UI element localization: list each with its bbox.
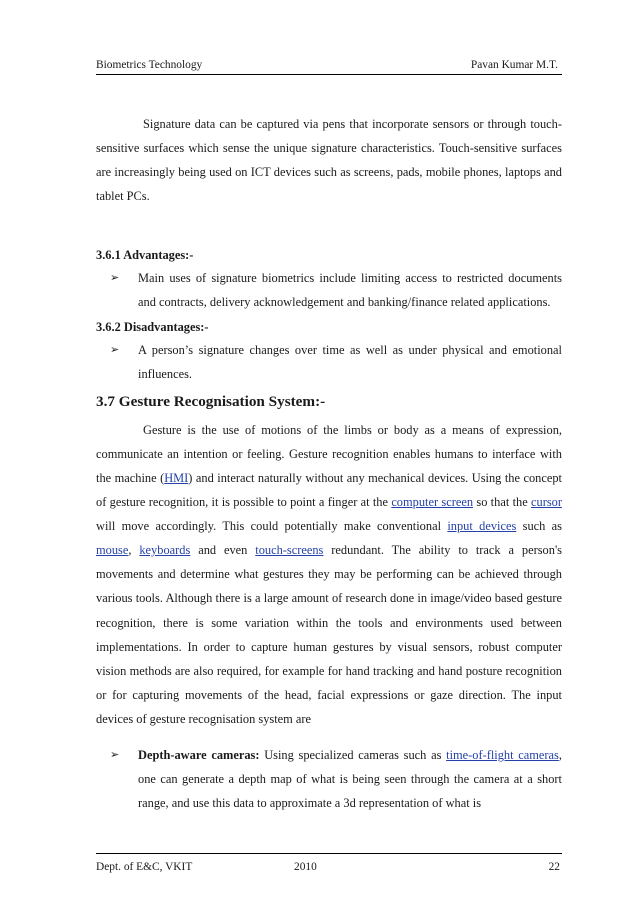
- arrow-bullet-icon: ➢: [110, 748, 120, 761]
- page-footer: [96, 853, 562, 873]
- gesture-paragraph: Gesture is the use of motions of the limbs or body as a means of expression, communicate an intention or feeling. Gesture recognition enables humans to interface with the machine (HMI) and interact naturally without any mechanical devices. Using the concept of gesture recognition, it is possible to point a finger at the computer screen so that the cursor will move accordingly. This could potentially make conventional input devices such as mouse, keyboards and even touch-screens redundant. The ability to track a person's movements and determine what gestures they may be performing can be achieved through various tools. Although there is a large amount of research done in image/video based gesture recognition, there is some variation within the tools and environments used between implementations. In order to capture human gestures by visual sensors, robust computer vision methods are also required, for example for hand tracking and hand posture recognition or for capturing movements of the head, facial expressions or gaze direction. The input devices of gesture recognisation system are: [96, 422, 562, 726]
- header-title: Biometrics Technology: [96, 59, 203, 71]
- advantages-text: Main uses of signature biometrics include limiting access to restricted documents and contracts, delivery acknowledgement and banking/finance related applications.: [138, 271, 562, 310]
- link-mouse[interactable]: mouse: [96, 543, 129, 558]
- link-touch-screens[interactable]: touch-screens: [255, 543, 324, 558]
- disadvantages-heading: 3.6.2 Disadvantages:-: [96, 319, 209, 334]
- disadvantages-text: A person’s signature changes over time as well as under physical and emotional influences.: [138, 342, 562, 381]
- arrow-bullet-icon: ➢: [110, 343, 120, 356]
- arrow-bullet-icon: ➢: [110, 272, 120, 285]
- disadvantages-list-item: [96, 338, 562, 386]
- depth-camera-label: Depth-aware cameras:: [138, 747, 260, 762]
- header-author: Pavan Kumar M.T.: [470, 59, 558, 71]
- link-input-devices[interactable]: input devices: [447, 519, 517, 534]
- gesture-heading: 3.7 Gesture Recognisation System:-: [96, 392, 326, 410]
- footer-year: 2010: [294, 861, 317, 873]
- link-hmi[interactable]: HMI: [164, 470, 189, 485]
- intro-paragraph: Signature data can be captured via pens that incorporate sensors or through touch-sensitive surfaces which sense the unique signature characteristics. Touch-sensitive surfaces are increasingly being used on ICT devices such as screens, pads, mobile phones, laptops and tablet PCs.: [96, 117, 562, 204]
- page-header: [96, 57, 562, 75]
- link-cursor[interactable]: cursor: [531, 495, 562, 510]
- depth-camera-list-item: [96, 743, 562, 815]
- link-computer-screen[interactable]: computer screen: [391, 495, 474, 510]
- page-number: 22: [548, 861, 560, 873]
- link-keyboards[interactable]: keyboards: [139, 543, 191, 558]
- link-time-of-flight-cameras[interactable]: time-of-flight cameras: [446, 747, 559, 762]
- footer-department: Dept. of E&C, VKIT: [96, 861, 193, 873]
- depth-camera-text: Depth-aware cameras: Using specialized cameras such as time-of-flight cameras, one can generate a depth map of what is being seen through the camera at a short range, and use this data to approximate a 3d representation of what is: [138, 747, 562, 811]
- page-body: [96, 112, 562, 815]
- advantages-heading: 3.6.1 Advantages:-: [96, 248, 194, 263]
- advantages-list-item: [96, 266, 562, 314]
